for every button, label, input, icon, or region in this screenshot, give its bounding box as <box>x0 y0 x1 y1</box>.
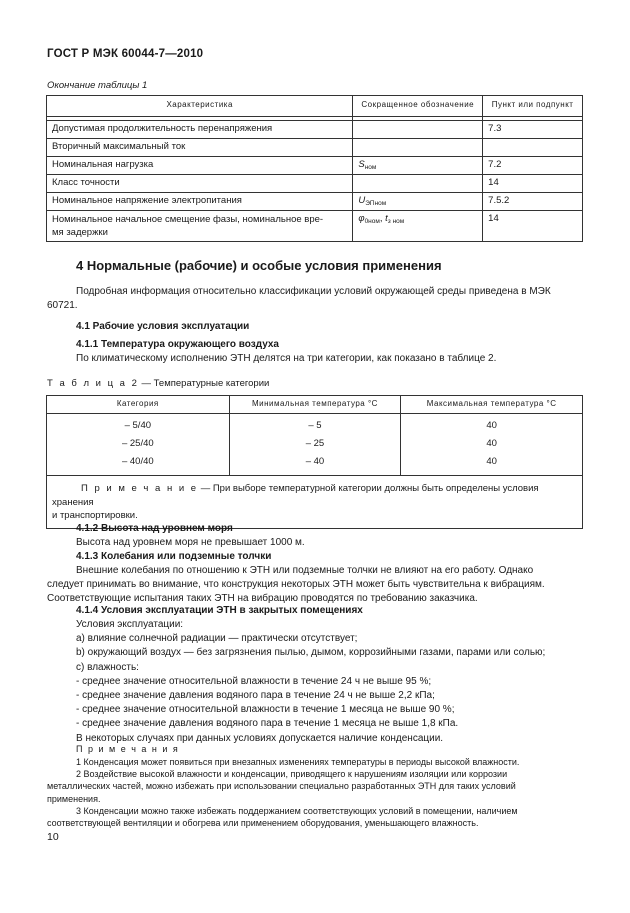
table1-cell-item: 14 <box>483 211 583 242</box>
table1-cell-item: 14 <box>483 175 583 193</box>
note-text: — При выборе температурной категории должны быть определены условия хранения <box>52 483 539 508</box>
table2-caption <box>47 378 269 389</box>
name-line: Номинальное начальное смещение фазы, номинальное вре- <box>52 214 324 225</box>
intro-line: Подробная информация относительно классификации условий окружающей среды приведена в МЭК <box>76 286 551 297</box>
table2-cell-category: – 25/40 <box>47 436 230 454</box>
symbol-sub: з ном <box>387 218 405 225</box>
symbol-separator: , <box>379 213 386 224</box>
paragraph <box>47 564 587 607</box>
table2-col-category: Категория <box>47 396 230 414</box>
list-item: a) влияние солнечной радиации — практически отсутствует; <box>76 633 358 645</box>
list-item: b) окружающий воздух — без загрязнения пылью, дымом, коррозийными газами, парами или солью; <box>76 647 546 659</box>
table-row <box>47 193 583 211</box>
table2-cell-category: – 40/40 <box>47 454 230 476</box>
name-line: мя задержки <box>52 227 108 238</box>
table1-cell-item <box>483 139 583 157</box>
table-row <box>47 175 583 193</box>
list-item: - среднее значение давления водяного пара в течение 1 месяца не выше 1,8 кПа. <box>76 718 459 730</box>
table1-col-item: Пункт или подпункт <box>483 96 583 117</box>
subsection-title: 4.1.1 Температура окружающего воздуха <box>76 339 279 350</box>
list-item: c) влажность: <box>76 661 139 673</box>
para-line: следует принимать во внимание, что конструкция некоторых ЭТН может быть чувствительна к вибрациям. <box>47 579 545 591</box>
subsection-title: 4.1.4 Условия эксплуатации ЭТН в закрытых помещениях <box>76 605 363 616</box>
symbol-sub: 0ном <box>364 218 380 225</box>
note-line: применения. <box>47 793 101 804</box>
section-title: 4 Нормальные (рабочие) и особые условия применения <box>76 258 442 273</box>
table1-cell-name <box>47 211 353 242</box>
notes-body <box>47 756 585 829</box>
conditions-list <box>76 618 545 746</box>
table2-col-min: Минимальная температура °С <box>229 396 401 414</box>
para-line: Внешние колебания по отношению к ЭТН или подземные толчки не влияют на его работу. Однако <box>76 565 534 576</box>
list-item: В некоторых случаях при данных условиях допускается наличие конденсации. <box>76 732 444 744</box>
table-row <box>47 211 583 242</box>
table2-cell-max: 40 <box>401 414 583 437</box>
table1-cell-symbol <box>353 193 483 211</box>
table1-col-symbol: Сокращенное обозначение <box>353 96 483 117</box>
table1-col-characteristic: Характеристика <box>47 96 353 117</box>
list-item: Условия эксплуатации: <box>76 619 184 630</box>
subsection-title: 4.1 Рабочие условия эксплуатации <box>76 321 250 332</box>
symbol-sub: ном <box>364 164 377 171</box>
note-prefix: П р и м е ч а н и е <box>81 483 199 494</box>
table1-cell-name: Класс точности <box>47 175 353 193</box>
paragraph: По климатическому исполнению ЭТН делятся на три категории, как показано в таблице 2. <box>76 353 497 364</box>
table-row <box>47 157 583 175</box>
table-row <box>47 454 583 476</box>
subsection-title: 4.1.2 Высота над уровнем моря <box>76 523 233 534</box>
table-row <box>47 121 583 139</box>
table2-note <box>47 476 583 529</box>
note-line: 2 Воздействие высокой влажности и конденсации, приводящего к нарушениям изоляции или коррозии <box>76 769 508 780</box>
table2-cell-min: – 25 <box>229 436 401 454</box>
note-line: металлических частей, можно избежать при использовании специально разработанных ЭТН для таких условий <box>47 781 516 792</box>
list-item: - среднее значение относительной влажности в течение 1 месяца не выше 90 %; <box>76 704 455 716</box>
table-row <box>47 436 583 454</box>
symbol-t: t <box>385 213 388 224</box>
note-line: соответствующей вентиляции и обогрева или применением оборудования, уменьшающего влажность. <box>47 818 479 829</box>
symbol-phi: φ <box>358 213 365 224</box>
table1-cell-item: 7.3 <box>483 121 583 139</box>
table2-caption-prefix: Т а б л и ц а 2 <box>47 378 139 389</box>
page-number: 10 <box>47 831 59 843</box>
table2-col-max: Максимальная температура °С <box>401 396 583 414</box>
table2-cell-min: – 5 <box>229 414 401 437</box>
table-row <box>47 139 583 157</box>
section-intro <box>47 285 587 313</box>
paragraph: Высота над уровнем моря не превышает 1000 м. <box>76 537 305 548</box>
table2-note-row <box>47 476 583 529</box>
notes-heading: П р и м е ч а н и я <box>76 744 180 754</box>
table1-caption: Окончание таблицы 1 <box>47 80 148 91</box>
table2-header-row <box>47 396 583 414</box>
subsection-title: 4.1.3 Колебания или подземные толчки <box>76 551 272 562</box>
table1-cell-name: Допустимая продолжительность перенапряжения <box>47 121 353 139</box>
table1-cell-name: Номинальная нагрузка <box>47 157 353 175</box>
table1-cell-symbol <box>353 121 483 139</box>
list-item: - среднее значение относительной влажности в течение 24 ч не выше 95 %; <box>76 675 432 687</box>
table2-cell-max: 40 <box>401 454 583 476</box>
table1-cell-name: Вторичный максимальный ток <box>47 139 353 157</box>
table1-cell-symbol <box>353 175 483 193</box>
table1-cell-item: 7.5.2 <box>483 193 583 211</box>
table1-cell-name: Номинальное напряжение электропитания <box>47 193 353 211</box>
table-row <box>47 414 583 437</box>
symbol-main: U <box>358 195 366 206</box>
list-item: - среднее значение давления водяного пара в течение 24 ч не выше 2,2 кПа; <box>76 690 435 702</box>
table1-cell-symbol <box>353 157 483 175</box>
note-line: 1 Конденсация может появиться при внезапных изменениях температуры в периоды высокой влажности. <box>76 757 520 767</box>
table2-cell-max: 40 <box>401 436 583 454</box>
table1-header-row <box>47 96 583 117</box>
table1-cell-symbol <box>353 211 483 242</box>
note-text: и транспортировки. <box>52 510 138 521</box>
table1-cell-item: 7.2 <box>483 157 583 175</box>
table2 <box>46 395 583 529</box>
note-line: 3 Конденсации можно также избежать поддержанием соответствующих условий в помещении, наличием <box>76 805 518 816</box>
table2-cell-category: – 5/40 <box>47 414 230 437</box>
table1-cell-symbol <box>353 139 483 157</box>
intro-line: 60721. <box>47 300 78 312</box>
table1 <box>46 95 583 242</box>
symbol-main: S <box>358 159 365 170</box>
table2-cell-min: – 40 <box>229 454 401 476</box>
symbol-sub: ЭПном <box>365 200 387 207</box>
document-header: ГОСТ Р МЭК 60044-7—2010 <box>47 48 204 60</box>
table2-caption-rest: — Температурные категории <box>138 378 270 389</box>
para-line: Соответствующие испытания таких ЭТН на вибрацию проводятся по требованию заказчика. <box>47 593 478 605</box>
